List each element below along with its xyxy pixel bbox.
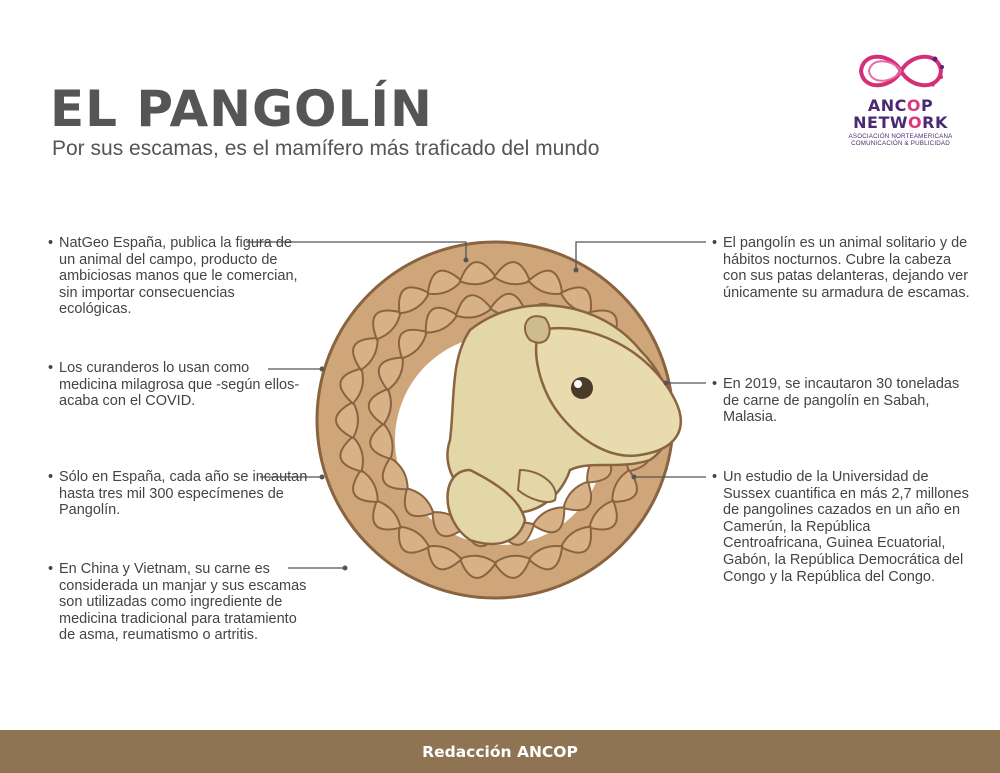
note-solitario: • El pangolín es un animal solitario y de hábitos nocturnos. Cubre la cabeza con sus patas delanteras, dejando ver únicamente su armadura de escamas.	[712, 235, 970, 301]
page-subtitle: Por sus escamas, es el mamífero más traficado del mundo	[52, 137, 600, 160]
note-china-vietnam: • En China y Vietnam, su carne es considerada un manjar y sus escamas son utilizadas como ingrediente de medicina tradicional para tratamiento de asma, reumatismo o artritis.	[48, 561, 307, 644]
logo-line-1: ANCOP	[867, 96, 934, 115]
note-espana: • Sólo en España, cada año se incautan hasta tres mil 300 especímenes de Pangolín.	[48, 469, 308, 519]
note-2019: • En 2019, se incautaron 30 toneladas de carne de pangolín en Sabah, Malasia.	[712, 376, 960, 426]
footer-bar	[0, 730, 1000, 773]
note-natgeo: • NatGeo España, publica la figura de un animal del campo, producto de ambiciosas manos que le comercian, sin importar consecuencias ecológicas.	[48, 235, 298, 318]
logo-line-2: NETWORK	[853, 113, 948, 132]
note-curanderos: • Los curanderos lo usan como medicina milagrosa que -según ellos- acaba con el COVID.	[48, 360, 300, 410]
pangolin-icon	[317, 242, 681, 598]
footer-credit: Redacción ANCOP	[422, 742, 578, 761]
page-title: EL PANGOLÍN	[50, 80, 433, 138]
logo-tagline: ASOCIACIÓN NORTEAMERICANA COMUNICACIÓN & PUBLICIDAD	[848, 133, 953, 147]
note-sussex: • Un estudio de la Universidad de Sussex cuantifica en más 2,7 millones de pangolines cazados en un año en Camerún, la República Centroafricana, Guinea Ecuatorial, Gabón, la República Democrática del Congo y la República del Congo.	[712, 469, 969, 585]
